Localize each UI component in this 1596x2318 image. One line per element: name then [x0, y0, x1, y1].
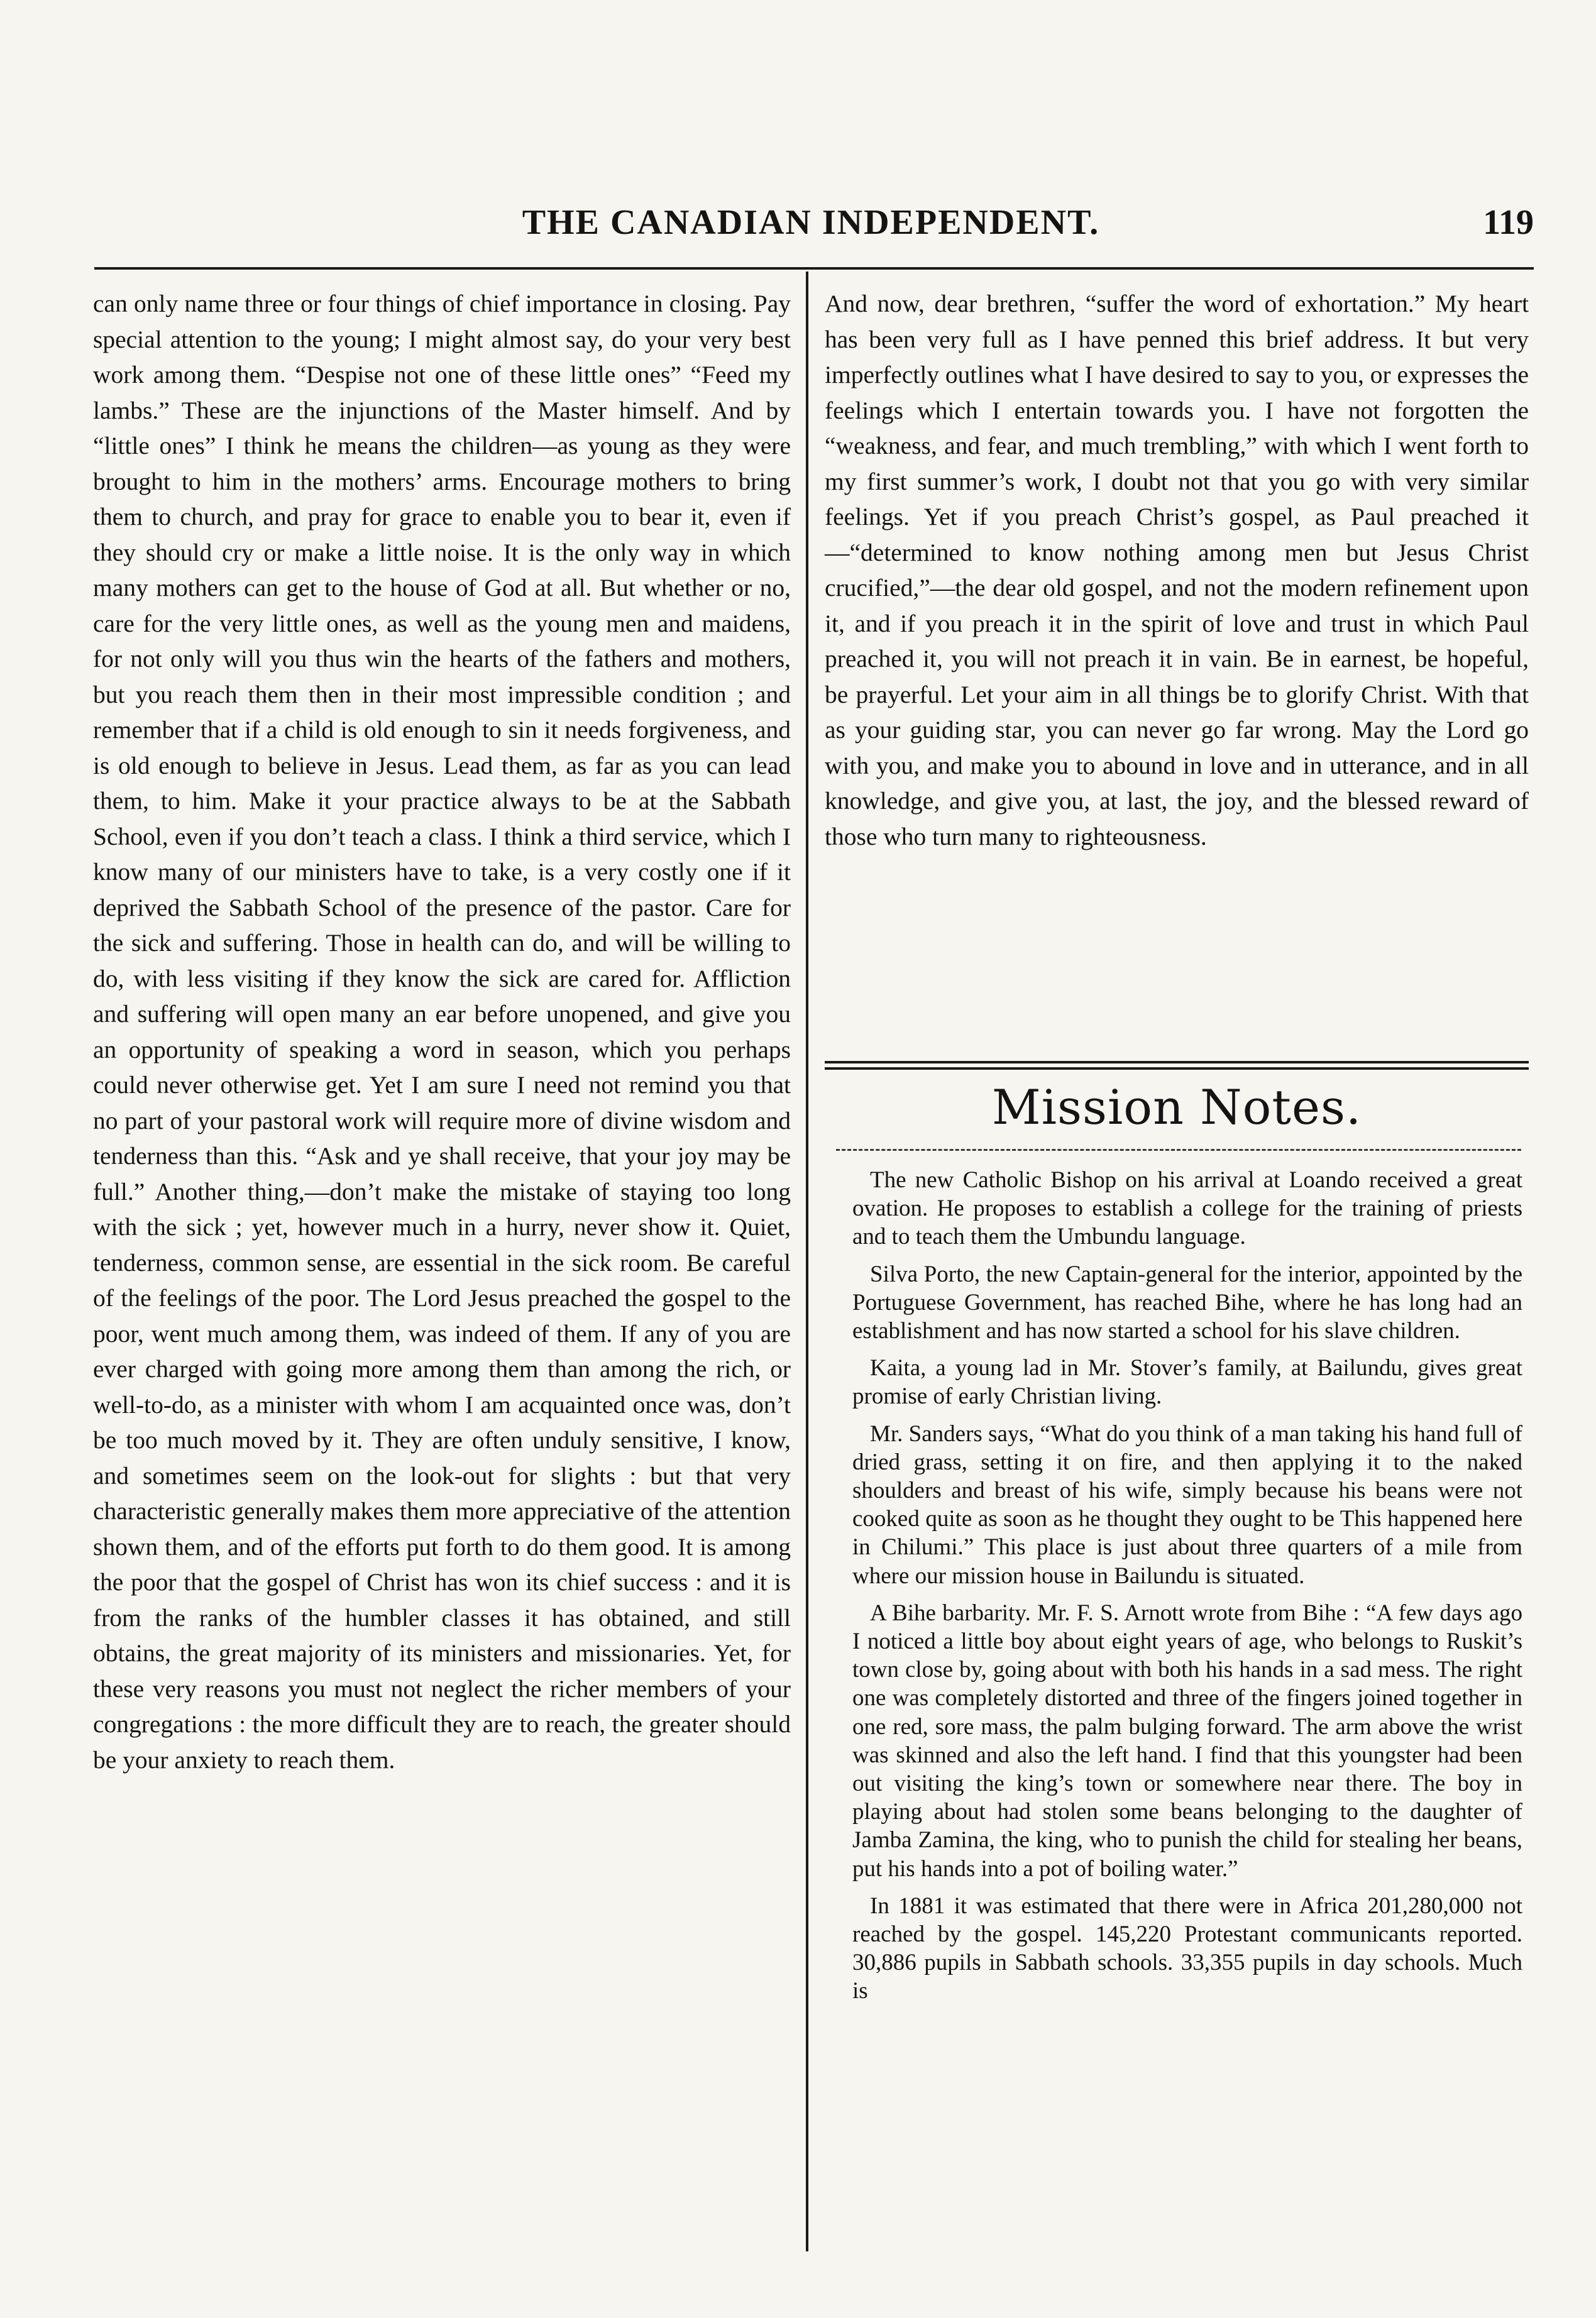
mission-notes-body [852, 1166, 1522, 2014]
mission-notes-heading: Mission Notes. [991, 1079, 1362, 1135]
page-header [88, 202, 1534, 253]
right-column-top [825, 286, 1529, 854]
left-column-paragraph: can only name three or four things of chief importance in closing. Pay special attention to the young; I might almost say, do your very best work among them. “Despise not one of these little ones” “Feed my lambs.” These are the injunctions of the Master himself. And by “little ones” I think he means the children—as young as they were brought to him in the mothers’ arms. Encourage mothers to bring them to church, and pray for grace to enable you to bear it, even if they should cry or make a little noise. It is the only way in which many mothers can get to the house of God at all. But whether or no, care for the very little ones, as well as the young men and maidens, for not only will you thus win the hearts of the fathers and mothers, but you reach them then in their most impressible condition ; and remember that if a child is old enough to sin it needs forgiveness, and is old enough to believe in Jesus. Lead them, as far as you can lead them, to him. Make it your practice always to be at the Sabbath School, even if you don’t teach a class. I think a third service, which I know many of our ministers have to take, is a very costly one if it deprived the Sabbath School of the presence of the pastor. Care for the sick and suffering. Those in health can do, and will be willing to do, with less visiting if they know the sick are cared for. Affliction and suffering will open many an ear before unopened, and give you an opportunity of speaking a word in season, which you perhaps could never otherwise get. Yet I am sure I need not remind you that no part of your pastoral work will require more of divine wisdom and tenderness than this. “Ask and ye shall receive, that your joy may be full.” Another thing,—don’t make the mistake of staying too long with the sick ; yet, however much in a hurry, never show it. Quiet, tenderness, common sense, are essential in the sick room. Be careful of the feelings of the poor. The Lord Jesus preached the gospel to the poor, went much among them, was indeed of them. If any of you are ever charged with going more among them than among the rich, or well-to-do, as a minister with whom I am acquainted once was, don’t be too much moved by it. They are often unduly sensitive, I know, and sometimes seem on the look-out for slights : but that very characteristic generally makes them more appreciative of the attention shown them, and of the efforts put forth to do them good. It is among the poor that the gospel of Christ has won its chief success : and it is from the ranks of the humbler classes it has obtained, and still obtains, the great majority of its ministers and missionaries. Yet, for these very reasons you must not neglect the richer members of your congregations : the more difficult they are to reach, the greater should be your anxiety to reach them. [93, 290, 791, 1774]
mission-note: Silva Porto, the new Captain-general for the interior, appointed by the Portuguese Government, has reached Bihe, where he has long had an establishment and has now started a school for his slave children. [852, 1261, 1522, 1344]
mission-note: The new Catholic Bishop on his arrival at Loando received a great ovation. He proposes to establish a college for the training of priests and to teach them the Umbundu language. [852, 1167, 1522, 1250]
mission-note: In 1881 it was estimated that there were in Africa 201,280,000 not reached by the gospel. 145,220 Protestant communicants reported. 30,886 pupils in Sabbath schools. 33,355 pupils in day schools. Much is [852, 1892, 1522, 2004]
closing-paragraph: And now, dear brethren, “suffer the word of exhortation.” My heart has been very full as I have penned this brief address. It but very imperfectly outlines what I have desired to say to you, or expresses the feelings which I entertain towards you. I have not forgotten the “weakness, and fear, and much trembling,” with which I went forth to my first summer’s work, I doubt not that you go with very similar feelings. Yet if you preach Christ’s gospel, as Paul preached it—“determined to know nothing among men but Jesus Christ crucified,”—the dear old gospel, and not the modern refinement upon it, and if you preach it in the spirit of love and trust in which Paul preached it, you will not preach it in vain. Be in earnest, be hopeful, be prayerful. Let your aim in all things be to glorify Christ. With that as your guiding star, you can never go far wrong. May the Lord go with you, and make you to abound in love and in utterance, and in all knowledge, and give you, at last, the joy, and the blessed reward of those who turn many to righteousness. [825, 290, 1529, 850]
section-double-rule [825, 1061, 1529, 1070]
column-divider [806, 272, 808, 2251]
section-dashed-rule [836, 1149, 1521, 1151]
running-title: THE CANADIAN INDEPENDENT. [522, 203, 1100, 242]
mission-note: Mr. Sanders says, “What do you think of a man taking his hand full of dried grass, setting it on fire, and then applying it to the naked shoulders and breast of his wife, simply because his beans were not cooked quite as soon as he thought they ought to be This happened here in Chilumi.” This place is just about three quarters of a mile from where our mission house in Bailundu is situated. [852, 1420, 1522, 1589]
page-number: 119 [1483, 203, 1534, 242]
left-column [93, 286, 791, 1777]
header-rule [94, 267, 1534, 270]
mission-note: A Bihe barbarity. Mr. F. S. Arnott wrote from Bihe : “A few days ago I noticed a little boy about eight years of age, who belongs to Ruskit’s town close by, going about with both his hands in a sad mess. The right one was completely distorted and three of the fingers joined together in one red, sore mass, the palm bulging forward. The arm above the wrist was skinned and also the left hand. I find that this youngster had been out visiting the king’s town or somewhere near there. The boy in playing about had stolen some beans belonging to the daughter of Jamba Zamina, the king, who to punish the child for stealing her beans, put his hands into a pot of boiling water.” [852, 1600, 1522, 1882]
mission-note: Kaita, a young lad in Mr. Stover’s family, at Bailundu, gives great promise of early Christian living. [852, 1355, 1522, 1410]
